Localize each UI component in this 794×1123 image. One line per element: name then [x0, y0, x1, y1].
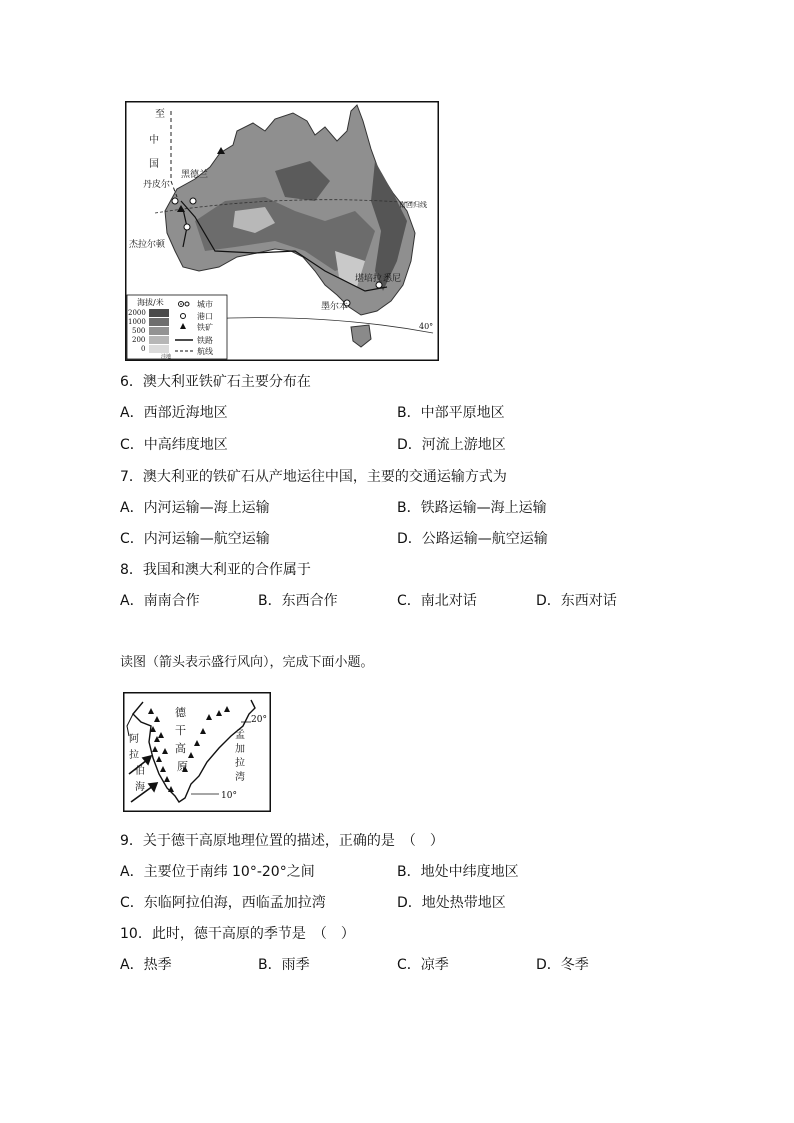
map-label-dampier: 丹皮尔	[143, 180, 171, 190]
map-label-jia: 加	[235, 744, 245, 755]
q10-option-d[interactable]: D．冬季	[536, 957, 589, 973]
australia-map-figure	[125, 101, 439, 361]
q7-option-a[interactable]: A．内河运输—海上运输	[120, 500, 270, 516]
map-label-de: 德	[175, 706, 186, 719]
map-label-la2: 拉	[235, 758, 245, 769]
port-icon	[184, 224, 190, 230]
legend-level: 0	[141, 345, 146, 353]
q6-option-d[interactable]: D．河流上游地区	[397, 437, 506, 453]
q10-option-a[interactable]: A．热季	[120, 957, 172, 973]
map-label-lat40: 40°	[419, 322, 434, 331]
map-label-gan: 干	[175, 724, 186, 737]
q8-option-a[interactable]: A．南南合作	[120, 593, 200, 609]
q7-option-d[interactable]: D．公路运输—航空运输	[397, 531, 548, 547]
q7-option-c[interactable]: C．内河运输—航空运输	[120, 531, 270, 547]
q6-option-a[interactable]: A．西部近海地区	[120, 405, 228, 421]
map-label-sydney: 悉尼	[383, 274, 402, 284]
map-label-meng: 孟	[235, 730, 245, 741]
q10-stem: 10．此时，德干高原的季节是 （ ）	[120, 926, 355, 942]
q10-option-b[interactable]: B．雨季	[258, 957, 310, 973]
port-icon	[190, 198, 196, 204]
legend-item-port: 港口	[197, 312, 213, 321]
q9-stem: 9．关于德干高原地理位置的描述，正确的是 （ ）	[120, 833, 444, 849]
map-label-lat20: 20°	[251, 715, 267, 725]
q7-option-b[interactable]: B．铁路运输—海上运输	[397, 500, 547, 516]
q6-stem: 6．澳大利亚铁矿石主要分布在	[120, 374, 311, 390]
q9-option-d[interactable]: D．地处热带地区	[397, 895, 506, 911]
q9-option-a[interactable]: A．主要位于南纬 10°-20°之间	[120, 864, 315, 880]
port-icon	[172, 198, 178, 204]
map-label-la: 拉	[129, 750, 139, 761]
q7-stem: 7．澳大利亚的铁矿石从产地运往中国，主要的交通运输方式为	[120, 469, 507, 485]
legend-item-iron: 铁矿	[197, 323, 213, 332]
map-label-wan: 湾	[235, 772, 245, 783]
map-label-zhong: 中	[149, 135, 159, 146]
map-label-yuan: 原	[177, 760, 188, 773]
map-label-guo: 国	[149, 159, 159, 170]
q8-option-d[interactable]: D．东西对话	[536, 593, 617, 609]
legend-item-railway: 铁路	[197, 336, 213, 345]
map-label-lat10: 10°	[221, 791, 237, 801]
map-label-melbourne: 墨尔本	[321, 302, 349, 312]
q9-option-b[interactable]: B．地处中纬度地区	[397, 864, 519, 880]
legend-level: 500	[132, 327, 146, 335]
map-label-hai: 海	[135, 782, 145, 793]
map-label-gao: 高	[175, 742, 186, 755]
legend-level: 1000	[128, 318, 146, 326]
q8-option-b[interactable]: B．东西合作	[258, 593, 338, 609]
q10-option-c[interactable]: C．凉季	[397, 957, 449, 973]
map-label-tropic: 南回归线	[399, 201, 427, 209]
map-label-port-hedland: 黑德兰	[181, 170, 209, 180]
map-label-geraldton: 杰拉尔顿	[129, 240, 166, 250]
map-label-zhi: 至	[155, 109, 165, 120]
q6-option-c[interactable]: C．中高纬度地区	[120, 437, 228, 453]
port-icon	[181, 314, 186, 319]
legend-level: 2000	[128, 309, 146, 317]
deccan-map-figure	[123, 692, 271, 812]
map-label-a: 阿	[129, 734, 139, 745]
q8-stem: 8．我国和澳大利亚的合作属于	[120, 562, 311, 578]
legend-level: 200	[132, 336, 146, 344]
q6-option-b[interactable]: B．中部平原地区	[397, 405, 505, 421]
legend-title: 海拔/米	[137, 298, 164, 307]
q8-option-c[interactable]: C．南北对话	[397, 593, 477, 609]
map-legend	[127, 295, 227, 360]
legend-item-shipping: 航线	[197, 347, 213, 356]
legend-item-city: 城市	[197, 300, 213, 309]
group-intro: 读图（箭头表示盛行风向），完成下面小题。	[120, 655, 374, 670]
legend-low-note: 洼地	[161, 354, 172, 360]
map-label-canberra: 堪培拉	[355, 274, 383, 284]
q9-option-c[interactable]: C．东临阿拉伯海，西临孟加拉湾	[120, 895, 326, 911]
map-label-bo: 伯	[135, 766, 145, 777]
